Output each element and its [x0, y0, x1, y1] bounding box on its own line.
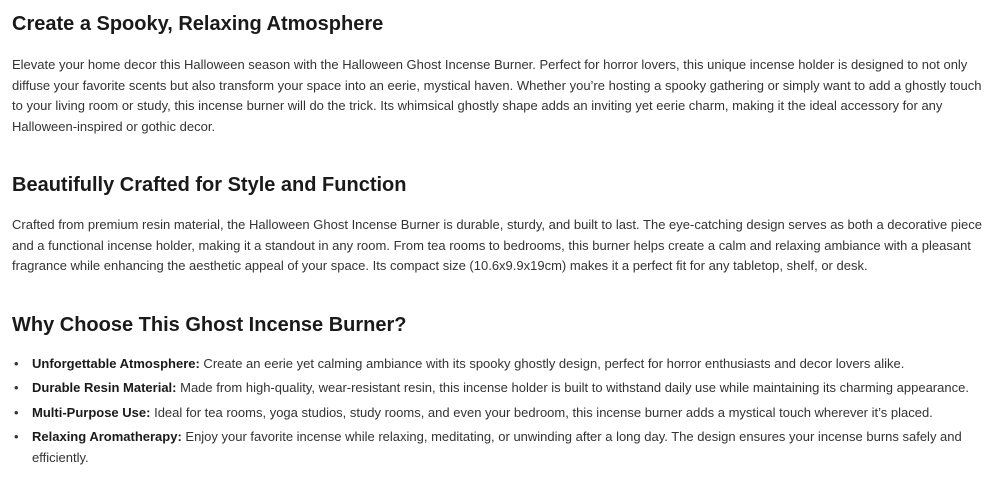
feature-title: Durable Resin Material: — [32, 380, 177, 395]
list-item — [12, 378, 986, 399]
section-heading-atmosphere: Create a Spooky, Relaxing Atmosphere — [12, 13, 384, 35]
feature-text: Enjoy your favorite incense while relaxing, meditating, or unwinding after a long day. The design ensures your incense burns safely and efficiently. — [32, 429, 962, 465]
feature-text: Create an eerie yet calming ambiance with its spooky ghostly design, perfect for horror enthusiasts and decor lovers alike. — [199, 355, 905, 371]
section-body-atmosphere: Elevate your home decor this Halloween season with the Halloween Ghost Incense Burner. Perfect for horror lovers, this unique incense holder is designed to not only diffuse your favorite scents but also transform your space into an eerie, mystical haven. Whether you’re hosting a spooky gathering or simply want to add a ghostly touch to your living room or study, this incense burner will do the trick. Its whimsical ghostly shape adds an inviting yet eerie charm, making it the ideal accessory for any Halloween-inspired or gothic decor. — [12, 57, 982, 134]
bullet-icon: • — [14, 429, 19, 444]
bullet-icon: • — [14, 380, 19, 395]
list-item — [12, 403, 986, 424]
feature-text: Made from high-quality, wear-resistant resin, this incense holder is built to withstand daily use while maintaining its charming appearance. — [176, 380, 969, 395]
feature-list — [12, 354, 986, 469]
feature-title: Multi-Purpose Use: — [32, 404, 151, 420]
bullet-icon: • — [14, 404, 19, 420]
feature-text: Ideal for tea rooms, yoga studios, study rooms, and even your bedroom, this incense burner adds a mystical touch wherever it’s placed. — [150, 404, 933, 420]
feature-title: Relaxing Aromatherapy: — [32, 429, 182, 444]
bullet-icon: • — [14, 355, 19, 371]
list-item — [12, 427, 986, 468]
section-heading-why-choose: Why Choose This Ghost Incense Burner? — [12, 313, 407, 336]
list-item — [12, 354, 986, 375]
feature-title: Unforgettable Atmosphere: — [32, 355, 200, 371]
section-heading-crafted: Beautifully Crafted for Style and Function — [12, 174, 407, 196]
section-body-crafted: Crafted from premium resin material, the Halloween Ghost Incense Burner is durable, sturdy, and built to last. The eye-catching design serves as both a decorative piece and a functional incense holder, making it a standout in any room. From tea rooms to bedrooms, this burner helps create a calm and relaxing ambiance with a pleasant fragrance while enhancing the aesthetic appeal of your space. Its compact size (10.6x9.9x19cm) makes it a perfect fit for any tabletop, shelf, or desk. — [12, 217, 982, 273]
